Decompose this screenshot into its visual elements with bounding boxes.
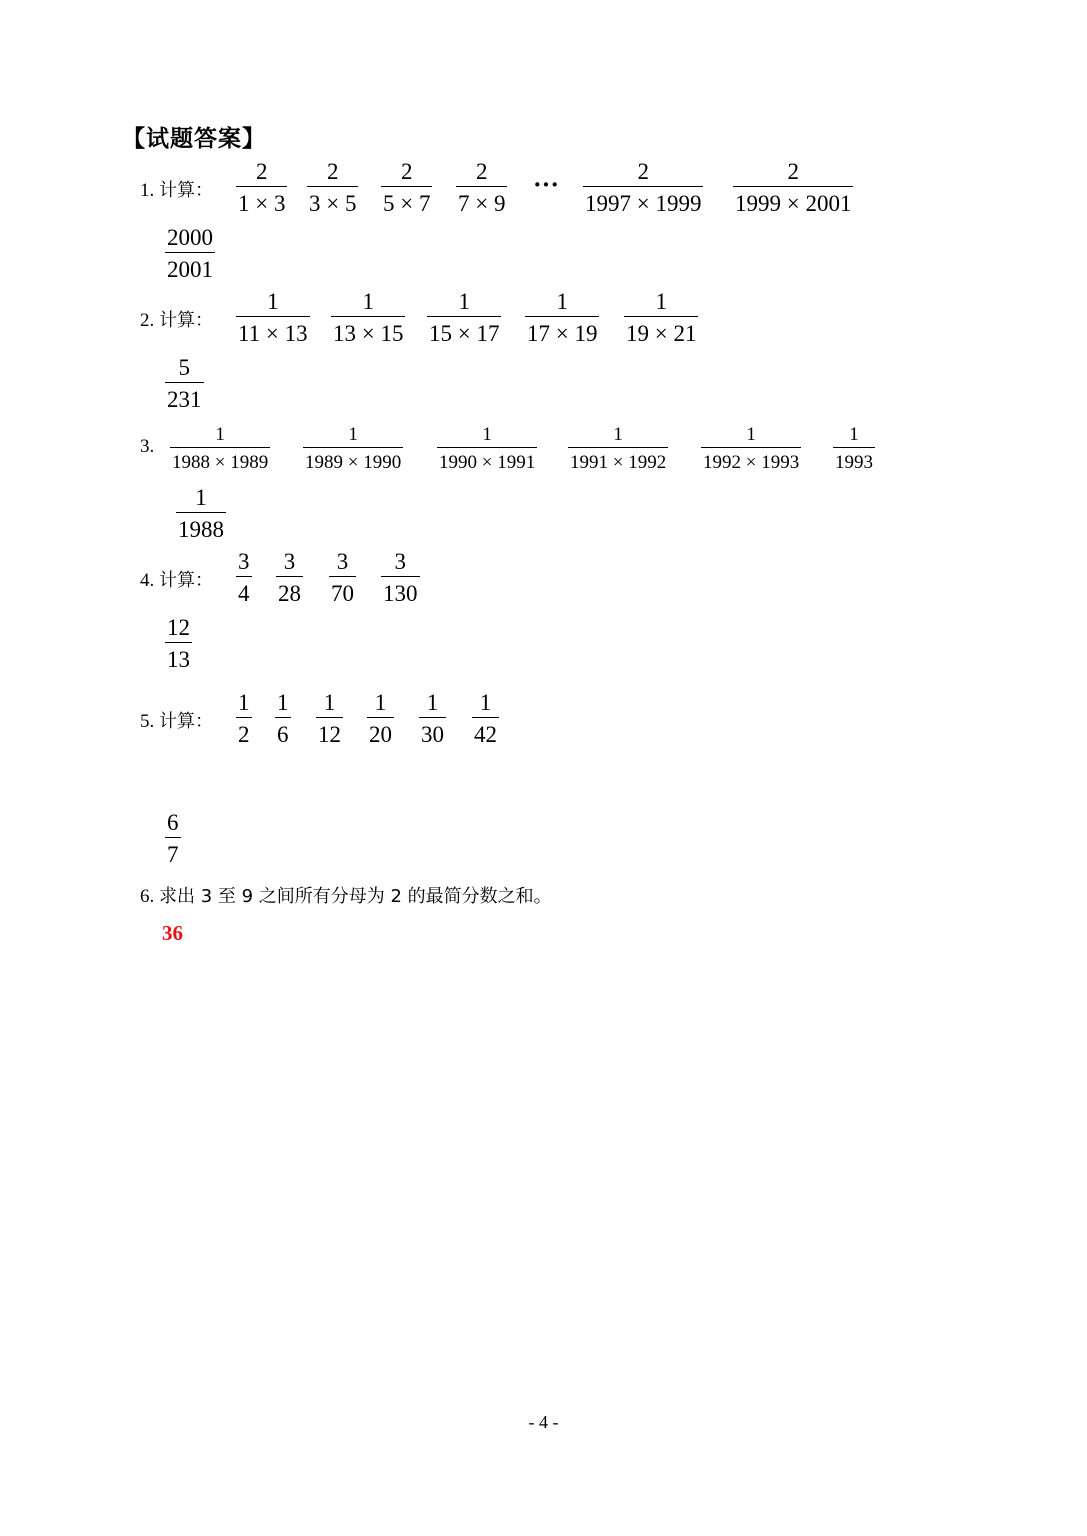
q3-term-3-numerator: 1 (482, 424, 492, 445)
q3-term-1-numerator: 1 (215, 424, 225, 445)
q2-term-3 (427, 290, 501, 345)
q1-term-4-denominator: 7 × 9 (456, 186, 507, 215)
q2-term-2-denominator: 13 × 15 (331, 316, 405, 345)
q5-term-6-denominator: 42 (472, 717, 499, 746)
q4-term-1 (236, 550, 252, 605)
q5-term-1 (236, 691, 252, 746)
q5-label (140, 707, 213, 733)
q2-term-3-numerator: 1 (458, 289, 470, 314)
q4-term-4-numerator: 3 (394, 549, 406, 574)
q2-term-5-denominator: 19 × 21 (624, 316, 698, 345)
q4-term-3-numerator: 3 (336, 549, 349, 574)
q5-number: 5. (140, 711, 155, 732)
q6-label (140, 882, 552, 908)
q1-prompt: 计算： (159, 180, 213, 201)
q2-term-3-denominator: 15 × 17 (427, 316, 501, 345)
q2-number: 2. (140, 310, 155, 331)
q2-answer-denominator: 231 (165, 382, 204, 411)
q1-number: 1. (140, 180, 155, 201)
q5-term-3-denominator: 12 (316, 717, 343, 746)
q2-term-4-denominator: 17 × 19 (525, 316, 599, 345)
q3-answer-denominator: 1988 (176, 512, 226, 541)
q3-term-6-denominator: 1993 (833, 447, 875, 472)
q1-answer-numerator: 2000 (167, 225, 213, 250)
q2-term-2-numerator: 1 (362, 289, 374, 314)
q5-term-6 (472, 691, 499, 746)
q2-term-5 (624, 290, 698, 345)
q4-answer-numerator: 12 (167, 615, 190, 640)
q3-term-2-denominator: 1989 × 1990 (303, 447, 403, 472)
q5-answer-denominator: 7 (165, 837, 181, 866)
q3-term-1-denominator: 1988 × 1989 (170, 447, 270, 472)
q1-term-4-numerator: 2 (475, 159, 488, 184)
page-number: - 4 - (528, 1412, 559, 1432)
q1-ellipsis: ··· (533, 170, 560, 199)
q2-term-5-numerator: 1 (655, 289, 667, 314)
q5-term-2-denominator: 6 (275, 717, 291, 746)
q3-term-6-numerator: 1 (849, 424, 859, 445)
q3-term-2-numerator: 1 (348, 424, 358, 445)
q3-term-6 (833, 425, 875, 472)
q2-term-1-denominator: 11 × 13 (236, 316, 310, 345)
q1-answer (165, 226, 215, 281)
q3-number: 3. (140, 436, 155, 457)
q4-term-2-denominator: 28 (276, 576, 303, 605)
q1-term-2-denominator: 3 × 5 (307, 186, 358, 215)
q2-term-2 (331, 290, 405, 345)
q5-term-5 (419, 691, 446, 746)
q5-term-6-numerator: 1 (479, 690, 492, 715)
q5-term-3 (316, 691, 343, 746)
q2-term-4-numerator: 1 (556, 289, 568, 314)
q2-prompt: 计算： (159, 310, 213, 331)
q4-term-4-denominator: 130 (381, 576, 420, 605)
q6-answer: 36 (162, 921, 183, 945)
q6-text: 求出 3 至 9 之间所有分母为 2 的最简分数之和。 (159, 886, 552, 907)
q6-number: 6. (140, 886, 155, 907)
q5-term-3-numerator: 1 (323, 690, 336, 715)
q4-prompt: 计算： (159, 570, 213, 591)
q1-term-3-numerator: 2 (400, 159, 413, 184)
q4-number: 4. (140, 570, 155, 591)
q4-term-3-denominator: 70 (329, 576, 356, 605)
q3-answer-numerator: 1 (195, 485, 207, 510)
q3-term-4-denominator: 1991 × 1992 (568, 447, 668, 472)
q1-term-2-numerator: 2 (326, 159, 339, 184)
q3-term-1 (170, 425, 270, 472)
q3-term-5-denominator: 1992 × 1993 (701, 447, 801, 472)
q1-term-6 (733, 160, 853, 215)
q4-term-2-numerator: 3 (283, 549, 296, 574)
q1-term-3 (381, 160, 432, 215)
q1-term-5-numerator: 2 (637, 159, 649, 184)
q3-term-3-denominator: 1990 × 1991 (437, 447, 537, 472)
q4-label (140, 566, 213, 592)
q5-term-2-numerator: 1 (277, 690, 289, 715)
q5-answer (165, 811, 181, 866)
q5-term-5-denominator: 30 (419, 717, 446, 746)
q3-term-3 (437, 425, 537, 472)
q4-term-3 (329, 550, 356, 605)
q3-term-5-numerator: 1 (746, 424, 756, 445)
q1-term-1 (236, 160, 287, 215)
q5-term-1-numerator: 1 (238, 690, 250, 715)
q3-answer (176, 486, 226, 541)
q4-term-2 (276, 550, 303, 605)
q2-label (140, 306, 213, 332)
q4-term-1-numerator: 3 (238, 549, 250, 574)
q4-term-1-denominator: 4 (236, 576, 252, 605)
q2-term-4 (525, 290, 599, 345)
q1-term-1-denominator: 1 × 3 (236, 186, 287, 215)
q2-answer (165, 356, 204, 411)
q2-term-1 (236, 290, 310, 345)
q2-term-1-numerator: 1 (267, 289, 279, 314)
q1-term-4 (456, 160, 507, 215)
q5-term-4-numerator: 1 (374, 690, 387, 715)
q1-term-5-denominator: 1997 × 1999 (583, 186, 703, 215)
q5-term-4-denominator: 20 (367, 717, 394, 746)
q1-term-6-numerator: 2 (787, 159, 799, 184)
q3-term-4 (568, 425, 668, 472)
q5-term-1-denominator: 2 (236, 717, 252, 746)
q1-term-1-numerator: 2 (255, 159, 268, 184)
q5-term-4 (367, 691, 394, 746)
q4-answer-denominator: 13 (165, 642, 192, 671)
q5-prompt: 计算： (159, 711, 213, 732)
section-heading: 【试题答案】 (122, 126, 266, 152)
q1-term-6-denominator: 1999 × 2001 (733, 186, 853, 215)
q1-term-3-denominator: 5 × 7 (381, 186, 432, 215)
q3-term-2 (303, 425, 403, 472)
q3-term-4-numerator: 1 (613, 424, 623, 445)
q3-term-5 (701, 425, 801, 472)
q5-term-2 (275, 691, 291, 746)
q1-answer-denominator: 2001 (165, 252, 215, 281)
q1-term-5 (583, 160, 703, 215)
q4-answer (165, 616, 192, 671)
q5-answer-numerator: 6 (167, 810, 179, 835)
q1-label (140, 176, 213, 202)
q2-answer-numerator: 5 (178, 355, 190, 380)
q5-term-5-numerator: 1 (426, 690, 439, 715)
q1-term-2 (307, 160, 358, 215)
q3-label (140, 436, 154, 458)
q4-term-4 (381, 550, 420, 605)
